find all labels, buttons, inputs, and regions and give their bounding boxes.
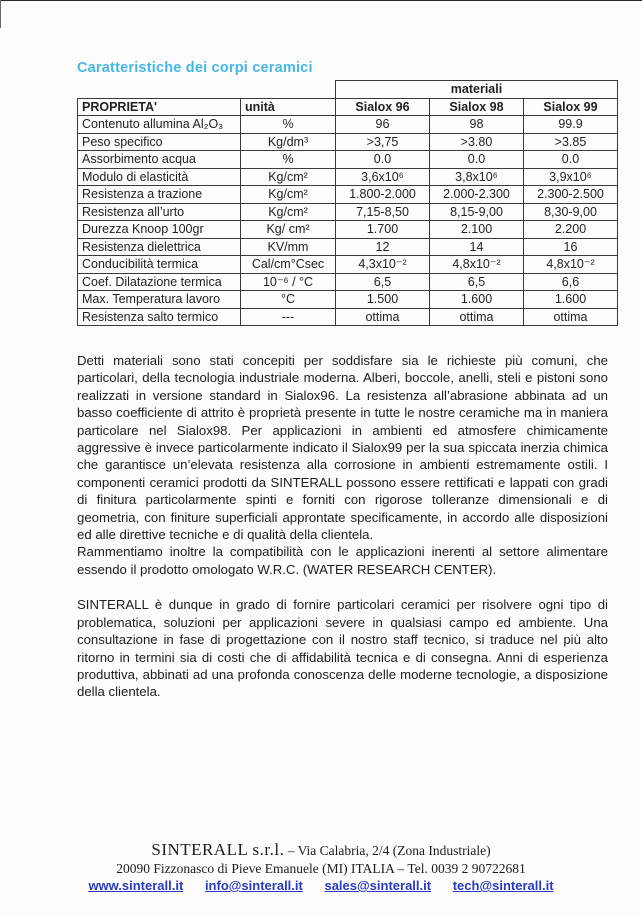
table-row bbox=[78, 168, 618, 186]
table-row bbox=[78, 186, 618, 204]
footer-company-line bbox=[0, 841, 642, 860]
property-cell: Resistenza dielettrica bbox=[78, 238, 241, 256]
scan-edge-artifact bbox=[0, 0, 642, 1]
unit-cell: % bbox=[241, 116, 336, 134]
unit-cell: 10⁻⁶ / °C bbox=[241, 273, 336, 291]
column-header-sialox98: Sialox 98 bbox=[430, 98, 524, 116]
column-header-sialox96: Sialox 96 bbox=[336, 98, 430, 116]
unit-cell: Kg/ cm² bbox=[241, 221, 336, 239]
value-cell: 4,8x10⁻² bbox=[524, 256, 618, 274]
value-cell: 98 bbox=[430, 116, 524, 134]
table-row bbox=[78, 291, 618, 309]
value-cell: 0.0 bbox=[336, 151, 430, 169]
table-row bbox=[78, 133, 618, 151]
value-cell: ottima bbox=[336, 308, 430, 326]
unit-cell: Kg/cm² bbox=[241, 203, 336, 221]
unit-cell: Cal/cm°Csec bbox=[241, 256, 336, 274]
value-cell: 2.200 bbox=[524, 221, 618, 239]
value-cell: >3.85 bbox=[524, 133, 618, 151]
table-group-spacer bbox=[78, 81, 336, 99]
link-email-info[interactable]: info@sinterall.it bbox=[204, 878, 303, 893]
value-cell: 1.500 bbox=[336, 291, 430, 309]
footer-links bbox=[0, 877, 642, 895]
table-row bbox=[78, 273, 618, 291]
value-cell: >3.80 bbox=[430, 133, 524, 151]
unit-cell: --- bbox=[241, 308, 336, 326]
value-cell: ottima bbox=[430, 308, 524, 326]
value-cell: 96 bbox=[336, 116, 430, 134]
value-cell: 3,8x10⁶ bbox=[430, 168, 524, 186]
paragraph-materials: Detti materiali sono stati concepiti per soddisfare sia le richieste più comuni, che particolari, della tecnologia industriale moderna. Alberi, boccole, anelli, steli e pistoni sono realizzati in versione standard in Sialox96. La resistenza all’abrasione abbinata ad un basso coefficiente di attrito è proprietà presente in tutte le nostre ceramiche ma in maniera particolare nel Sialox98. Per applicazioni in ambienti ed atmosfere chimicamente aggressive è invece particolarmente indicato il Sialox99 per la sua spiccata inerzia chimica che garantisce un’elevata resistenza alla corrosione in ambienti estremamente ostili. I componenti ceramici prodotti da SINTERALL possono essere rettificati e lappati con gradi di finitura particolarmente spinti e forniti con rigorose tolleranze dimensionali e di geometria, con finiture superficiali approntate specificamente, in accordo alle disposizioni ed alle direttive tecniche e di qualità della clientela. bbox=[77, 353, 608, 543]
table-group-header: materiali bbox=[336, 81, 618, 99]
value-cell: 8,15-9,00 bbox=[430, 203, 524, 221]
property-cell: Coef. Dilatazione termica bbox=[78, 273, 241, 291]
document-content bbox=[77, 60, 617, 701]
value-cell: 1.800-2.000 bbox=[336, 186, 430, 204]
table-row bbox=[78, 203, 618, 221]
column-header-sialox99: Sialox 99 bbox=[524, 98, 618, 116]
value-cell: 4,8x10⁻² bbox=[430, 256, 524, 274]
value-cell: 8,30-9,00 bbox=[524, 203, 618, 221]
value-cell: 99.9 bbox=[524, 116, 618, 134]
value-cell: 4,3x10⁻² bbox=[336, 256, 430, 274]
value-cell: 0.0 bbox=[430, 151, 524, 169]
property-cell: Resistenza all’urto bbox=[78, 203, 241, 221]
value-cell: 0.0 bbox=[524, 151, 618, 169]
paragraph-wrc: Rammentiamo inoltre la compatibilità con le applicazioni inerenti al settore alimentare essendo il prodotto omologato W.R.C. (WATER RESEARCH CENTER). bbox=[77, 544, 608, 577]
table-row bbox=[78, 308, 618, 326]
value-cell: 16 bbox=[524, 238, 618, 256]
value-cell: 1.600 bbox=[430, 291, 524, 309]
value-cell: 14 bbox=[430, 238, 524, 256]
value-cell: 7,15-8,50 bbox=[336, 203, 430, 221]
table-row bbox=[78, 151, 618, 169]
column-header-unita: unità bbox=[241, 98, 336, 116]
property-cell: Assorbimento acqua bbox=[78, 151, 241, 169]
link-website[interactable]: www.sinterall.it bbox=[88, 878, 184, 893]
company-name: SINTERALL s.r.l. bbox=[151, 840, 285, 859]
table-body bbox=[78, 116, 618, 326]
value-cell: 2.300-2.500 bbox=[524, 186, 618, 204]
table-row bbox=[78, 238, 618, 256]
property-cell: Contenuto allumina Al₂O₃ bbox=[78, 116, 241, 134]
value-cell: 2.000-2.300 bbox=[430, 186, 524, 204]
table-group-row bbox=[78, 81, 618, 99]
value-cell: 6,6 bbox=[524, 273, 618, 291]
link-email-tech[interactable]: tech@sinterall.it bbox=[452, 878, 554, 893]
property-cell: Conducibilità termica bbox=[78, 256, 241, 274]
value-cell: 6,5 bbox=[430, 273, 524, 291]
value-cell: 1.600 bbox=[524, 291, 618, 309]
unit-cell: Kg/cm² bbox=[241, 168, 336, 186]
value-cell: 12 bbox=[336, 238, 430, 256]
column-header-proprieta: PROPRIETA' bbox=[78, 98, 241, 116]
link-email-sales[interactable]: sales@sinterall.it bbox=[324, 878, 432, 893]
table-row bbox=[78, 221, 618, 239]
body-text bbox=[77, 352, 608, 701]
table-row bbox=[78, 256, 618, 274]
unit-cell: % bbox=[241, 151, 336, 169]
value-cell: 2.100 bbox=[430, 221, 524, 239]
value-cell: ottima bbox=[524, 308, 618, 326]
value-cell: 6,5 bbox=[336, 273, 430, 291]
property-cell: Peso specifico bbox=[78, 133, 241, 151]
value-cell: 1.700 bbox=[336, 221, 430, 239]
table-row bbox=[78, 116, 618, 134]
page-title: Caratteristiche dei corpi ceramici bbox=[77, 60, 313, 76]
property-cell: Modulo di elasticità bbox=[78, 168, 241, 186]
unit-cell: Kg/dm³ bbox=[241, 133, 336, 151]
properties-table bbox=[77, 80, 618, 326]
property-cell: Durezza Knoop 100gr bbox=[78, 221, 241, 239]
value-cell: 3,6x10⁶ bbox=[336, 168, 430, 186]
unit-cell: °C bbox=[241, 291, 336, 309]
value-cell: 3,9x10⁶ bbox=[524, 168, 618, 186]
footer-address-line: 20090 Fizzonasco di Pieve Emanuele (MI) ITALIA – Tel. 0039 2 90722681 bbox=[116, 861, 526, 876]
unit-cell: Kg/cm² bbox=[241, 186, 336, 204]
property-cell: Resistenza a trazione bbox=[78, 186, 241, 204]
footer bbox=[0, 841, 642, 895]
unit-cell: KV/mm bbox=[241, 238, 336, 256]
property-cell: Resistenza salto termico bbox=[78, 308, 241, 326]
value-cell: >3,75 bbox=[336, 133, 430, 151]
table-header-row bbox=[78, 98, 618, 116]
company-address: – Via Calabria, 2/4 (Zona Industriale) bbox=[287, 843, 491, 858]
scan-edge-artifact bbox=[0, 0, 1, 28]
property-cell: Max. Temperatura lavoro bbox=[78, 291, 241, 309]
paragraph-sinterall: SINTERALL è dunque in grado di fornire particolari ceramici per risolvere ogni tipo di problematica, soluzioni per applicazioni severe in qualsiasi campo ed ambiente. Una consultazione in fase di progettazione con il nostro staff tecnico, si traduce nel più alto ritorno in termini sia di costi che di affidabilità tecnica e di consegna. Anni di esperienza produttiva, abbinati ad una profonda conoscenza delle moderne tecnologie, a disposizione della clientela. bbox=[77, 597, 608, 700]
